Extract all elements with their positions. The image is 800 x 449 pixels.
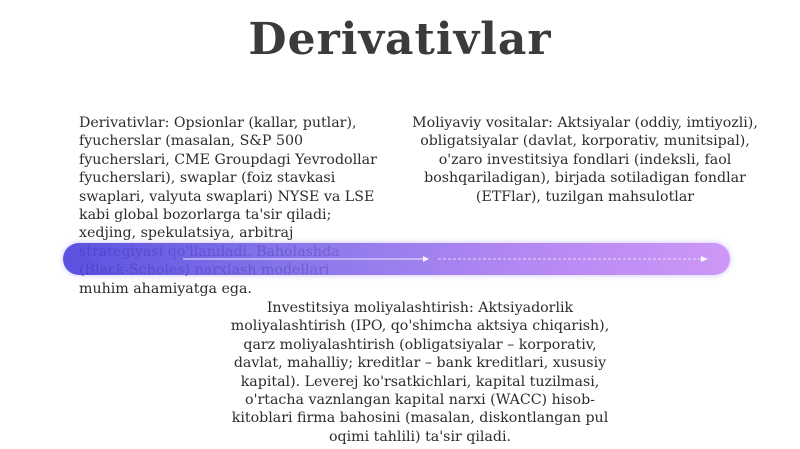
financial-instruments-text: Moliyaviy vositalar: Aktsiyalar (oddiy, imtiyozli), obligatsiyalar (davlat, korporativ, munitsipal), o'zaro investitsiya fondlari (indeksli, faol boshqariladigan), birjada sotiladigan fondlar (ETFlar), tuzilgan mahsulotlar [412,115,758,205]
arrow-lines [63,243,730,275]
slide-title: Derivativlar [248,14,552,65]
investment-financing-text: Investitsiya moliyalashtirish: Aktsiyadorlik moliyalashtirish (IPO, qo'shimcha aktsiya chiqarish), qarz moliyalashtirish (obligatsiyalar – korporativ, davlat, mahalliy; kreditlar – bank kreditlari, xususiy kapital). Leverej ko'rsatkichlari, kapital tuzilmasi, o'rtacha vaznlangan kapital narxi (WACC) hisob-kitoblari firma bahosini (masalan, diskontlangan pul oqimi tahlili) ta'sir qiladi. [230,300,610,445]
timeline-arrow [63,243,730,275]
derivatives-text: Derivativlar: Opsionlar (kallar, putlar), fyucherslar (masalan, S&P 500 fyucherslari, CME Groupdagi Yevrodollar fyucherslari), swaplar (foiz stavkasi swaplari, valyuta swaplari) NYSE va LSE kabi global bozorlarga ta'sir qiladi; xedjing, spekulatsiya, arbitraj muhim ahamiyatga ega. [79,115,377,297]
